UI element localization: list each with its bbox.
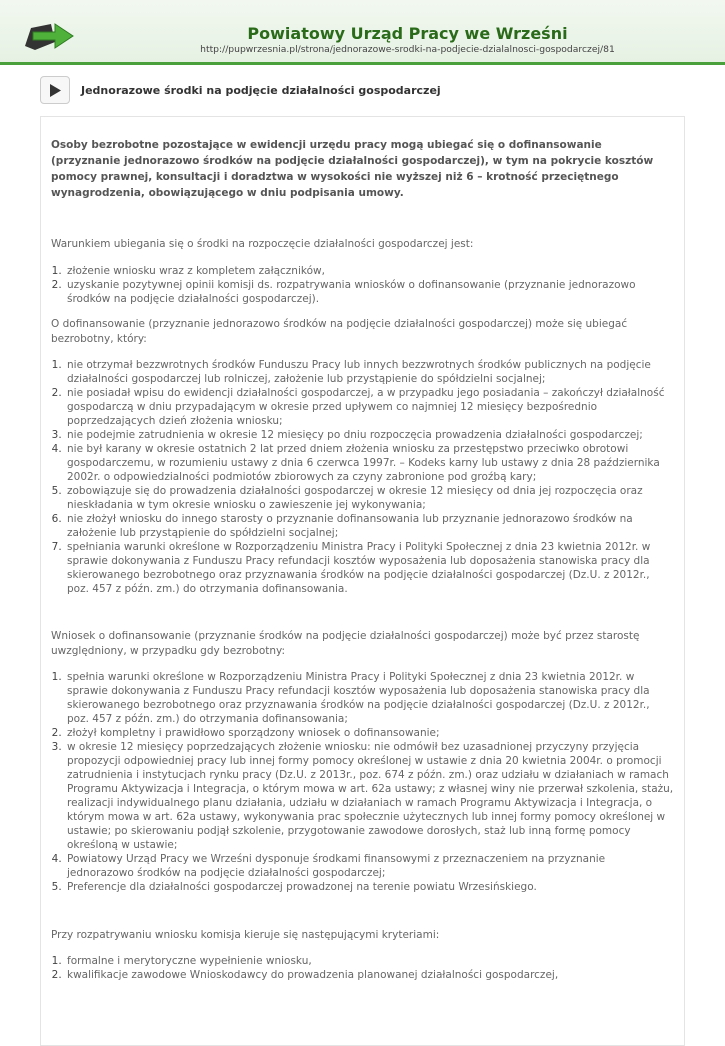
site-url: http://pupwrzesnia.pl/strona/jednorazowe-srodki-na-podjecie-dzialalnosci-gospodarczej/81	[200, 44, 615, 55]
section3-intro: Wniosek o dofinansowanie (przyznanie środków na podjęcie działalności gospodarczej) może być przez starostę uwzględniony, w przypadku gdy bezrobotny:	[51, 630, 640, 657]
section1-list	[51, 264, 674, 306]
site-header	[0, 0, 725, 65]
arrow-right-icon	[40, 76, 70, 104]
list-item: 2. kwalifikacje zawodowe Wnioskodawcy do prowadzenia planowanej działalności gospodarczej,	[65, 968, 674, 982]
list-item: 7. spełniania warunki określone w Rozporządzeniu Ministra Pracy i Polityki Społecznej z dnia 23 kwietnia 2012r. w sprawie dokonywania z Funduszu Pracy refundacji kosztów wyposażenia lub doposażenia stanowiska pracy dla skierowanego bezrobotnego oraz przyznawania środków na podjęcie działalności gospodarczej (Dz.U. z 2012r., poz. 457 z późn. zm.) do otrzymania dofinansowania.	[65, 540, 674, 596]
section3-list	[51, 670, 674, 894]
section4-intro: Przy rozpatrywaniu wniosku komisja kieruje się następującymi kryteriami:	[51, 929, 440, 941]
list-item: 3. nie podejmie zatrudnienia w okresie 12 miesięcy po dniu rozpoczęcia prowadzenia działalności gospodarczej;	[65, 428, 674, 442]
section4-list	[51, 954, 674, 982]
section2-intro: O dofinansowanie (przyznanie jednorazowo środków na podjęcie działalności gospodarczej) może się ubiegać bezrobotny, który:	[51, 318, 628, 345]
list-item: 4. nie był karany w okresie ostatnich 2 lat przed dniem złożenia wniosku za przestępstwo przeciwko obrotowi gospodarczemu, w rozumieniu ustawy z dnia 6 czerwca 1997r. – Kodeks karny lub ustawy z dnia 28 października 2002r. o odpowiedzialności podmiotów zbiorowych za czyny zabronione pod groźbą kary;	[65, 442, 674, 484]
list-item: 5. Preferencje dla działalności gospodarczej prowadzonej na terenie powiatu Wrzesińskiego.	[65, 880, 674, 894]
list-item: 2. uzyskanie pozytywnej opinii komisji ds. rozpatrywania wniosków o dofinansowanie (przyznanie jednorazowo środków na podjęcie działalności gospodarczej).	[65, 278, 674, 306]
list-item: 5. zobowiązuje się do prowadzenia działalności gospodarczej w okresie 12 miesięcy od dnia jej rozpoczęcia oraz nieskładania w tym okresie wniosku o zawieszenie jej wykonywania;	[65, 484, 674, 512]
page-heading	[40, 76, 685, 106]
list-item: 2. złożył kompletny i prawidłowo sporządzony wniosek o dofinansowanie;	[65, 726, 674, 740]
lead-paragraph: Osoby bezrobotne pozostające w ewidencji urzędu pracy mogą ubiegać się o dofinansowanie (przyznanie jednorazowo środków na podjęcie działalności gospodarczej), w tym na pokrycie kosztów pomocy prawnej, konsultacji i doradztwa w wysokości nie wyższej niż 6 – krotność przeciętnego wynagrodzenia, obowiązującego w dniu podpisania umowy.	[51, 139, 654, 199]
site-title[interactable]: Powiatowy Urząd Pracy we Wrześni	[247, 24, 568, 43]
list-item: 6. nie złożył wniosku do innego starosty o przyznanie dofinansowania lub przyznanie jednorazowo środków na założenie lub przystąpienie do spółdzielni socjalnej;	[65, 512, 674, 540]
list-item: 1. spełnia warunki określone w Rozporządzeniu Ministra Pracy i Polityki Społecznej z dnia 23 kwietnia 2012r. w sprawie dokonywania z Funduszu Pracy refundacji kosztów wyposażenia lub doposażenia stanowiska pracy dla skierowanego bezrobotnego oraz przyznawania środków na podjęcie działalności gospodarczej (Dz.U. z 2012r., poz. 457 z późn. zm.) do otrzymania dofinansowania;	[65, 670, 674, 726]
list-item: 1. złożenie wniosku wraz z kompletem załączników,	[65, 264, 674, 278]
page-title: Jednorazowe środki na podjęcie działalności gospodarczej	[81, 84, 441, 97]
list-item: 3. w okresie 12 miesięcy poprzedzających złożenie wniosku: nie odmówił bez uzasadnionej przyczyny przyjęcia propozycji odpowiedniej pracy lub innej formy pomocy określonej w ustawie z dnia 20 kwietnia 2004r. o promocji zatrudnienia i instytucjach rynku pracy (Dz.U. z 2013r., poz. 674 z późn. zm.) oraz udziału w działaniach w ramach Programu Aktywizacja i Integracja, o którym mowa w art. 62a ustawy; z własnej winy nie przerwał szkolenia, stażu, realizacji indywidualnego planu działania, udziału w działaniach w ramach Programu Aktywizacja i Integracja, o którym mowa w art. 62a ustawy, wykonywania prac społecznie użytecznych lub innej formy pomocy określonej w ustawie; po skierowaniu podjął szkolenie, przygotowanie zawodowe dorosłych, staż lub inną formę pomocy określoną w ustawie;	[65, 740, 674, 852]
list-item: 2. nie posiadał wpisu do ewidencji działalności gospodarczej, a w przypadku jego posiadania – zakończył działalność gospodarczą w dniu przypadającym w okresie przed upływem co najmniej 12 miesięcy bezpośrednio poprzedzających dzień złożenia wniosku;	[65, 386, 674, 428]
article-body	[40, 116, 685, 1046]
arrow-logo-icon[interactable]	[25, 20, 75, 52]
list-item: 1. nie otrzymał bezzwrotnych środków Funduszu Pracy lub innych bezzwrotnych środków publicznych na podjęcie działalności gospodarczej lub rolniczej, założenie lub przystąpienie do spółdzielni socjalnej;	[65, 358, 674, 386]
list-item: 1. formalne i merytoryczne wypełnienie wniosku,	[65, 954, 674, 968]
section2-list	[51, 358, 674, 596]
section1-intro: Warunkiem ubiegania się o środki na rozpoczęcie działalności gospodarczej jest:	[51, 238, 474, 250]
list-item: 4. Powiatowy Urząd Pracy we Wrześni dysponuje środkami finansowymi z przeznaczeniem na przyznanie jednorazowo środków na podjęcie działalności gospodarczej;	[65, 852, 674, 880]
